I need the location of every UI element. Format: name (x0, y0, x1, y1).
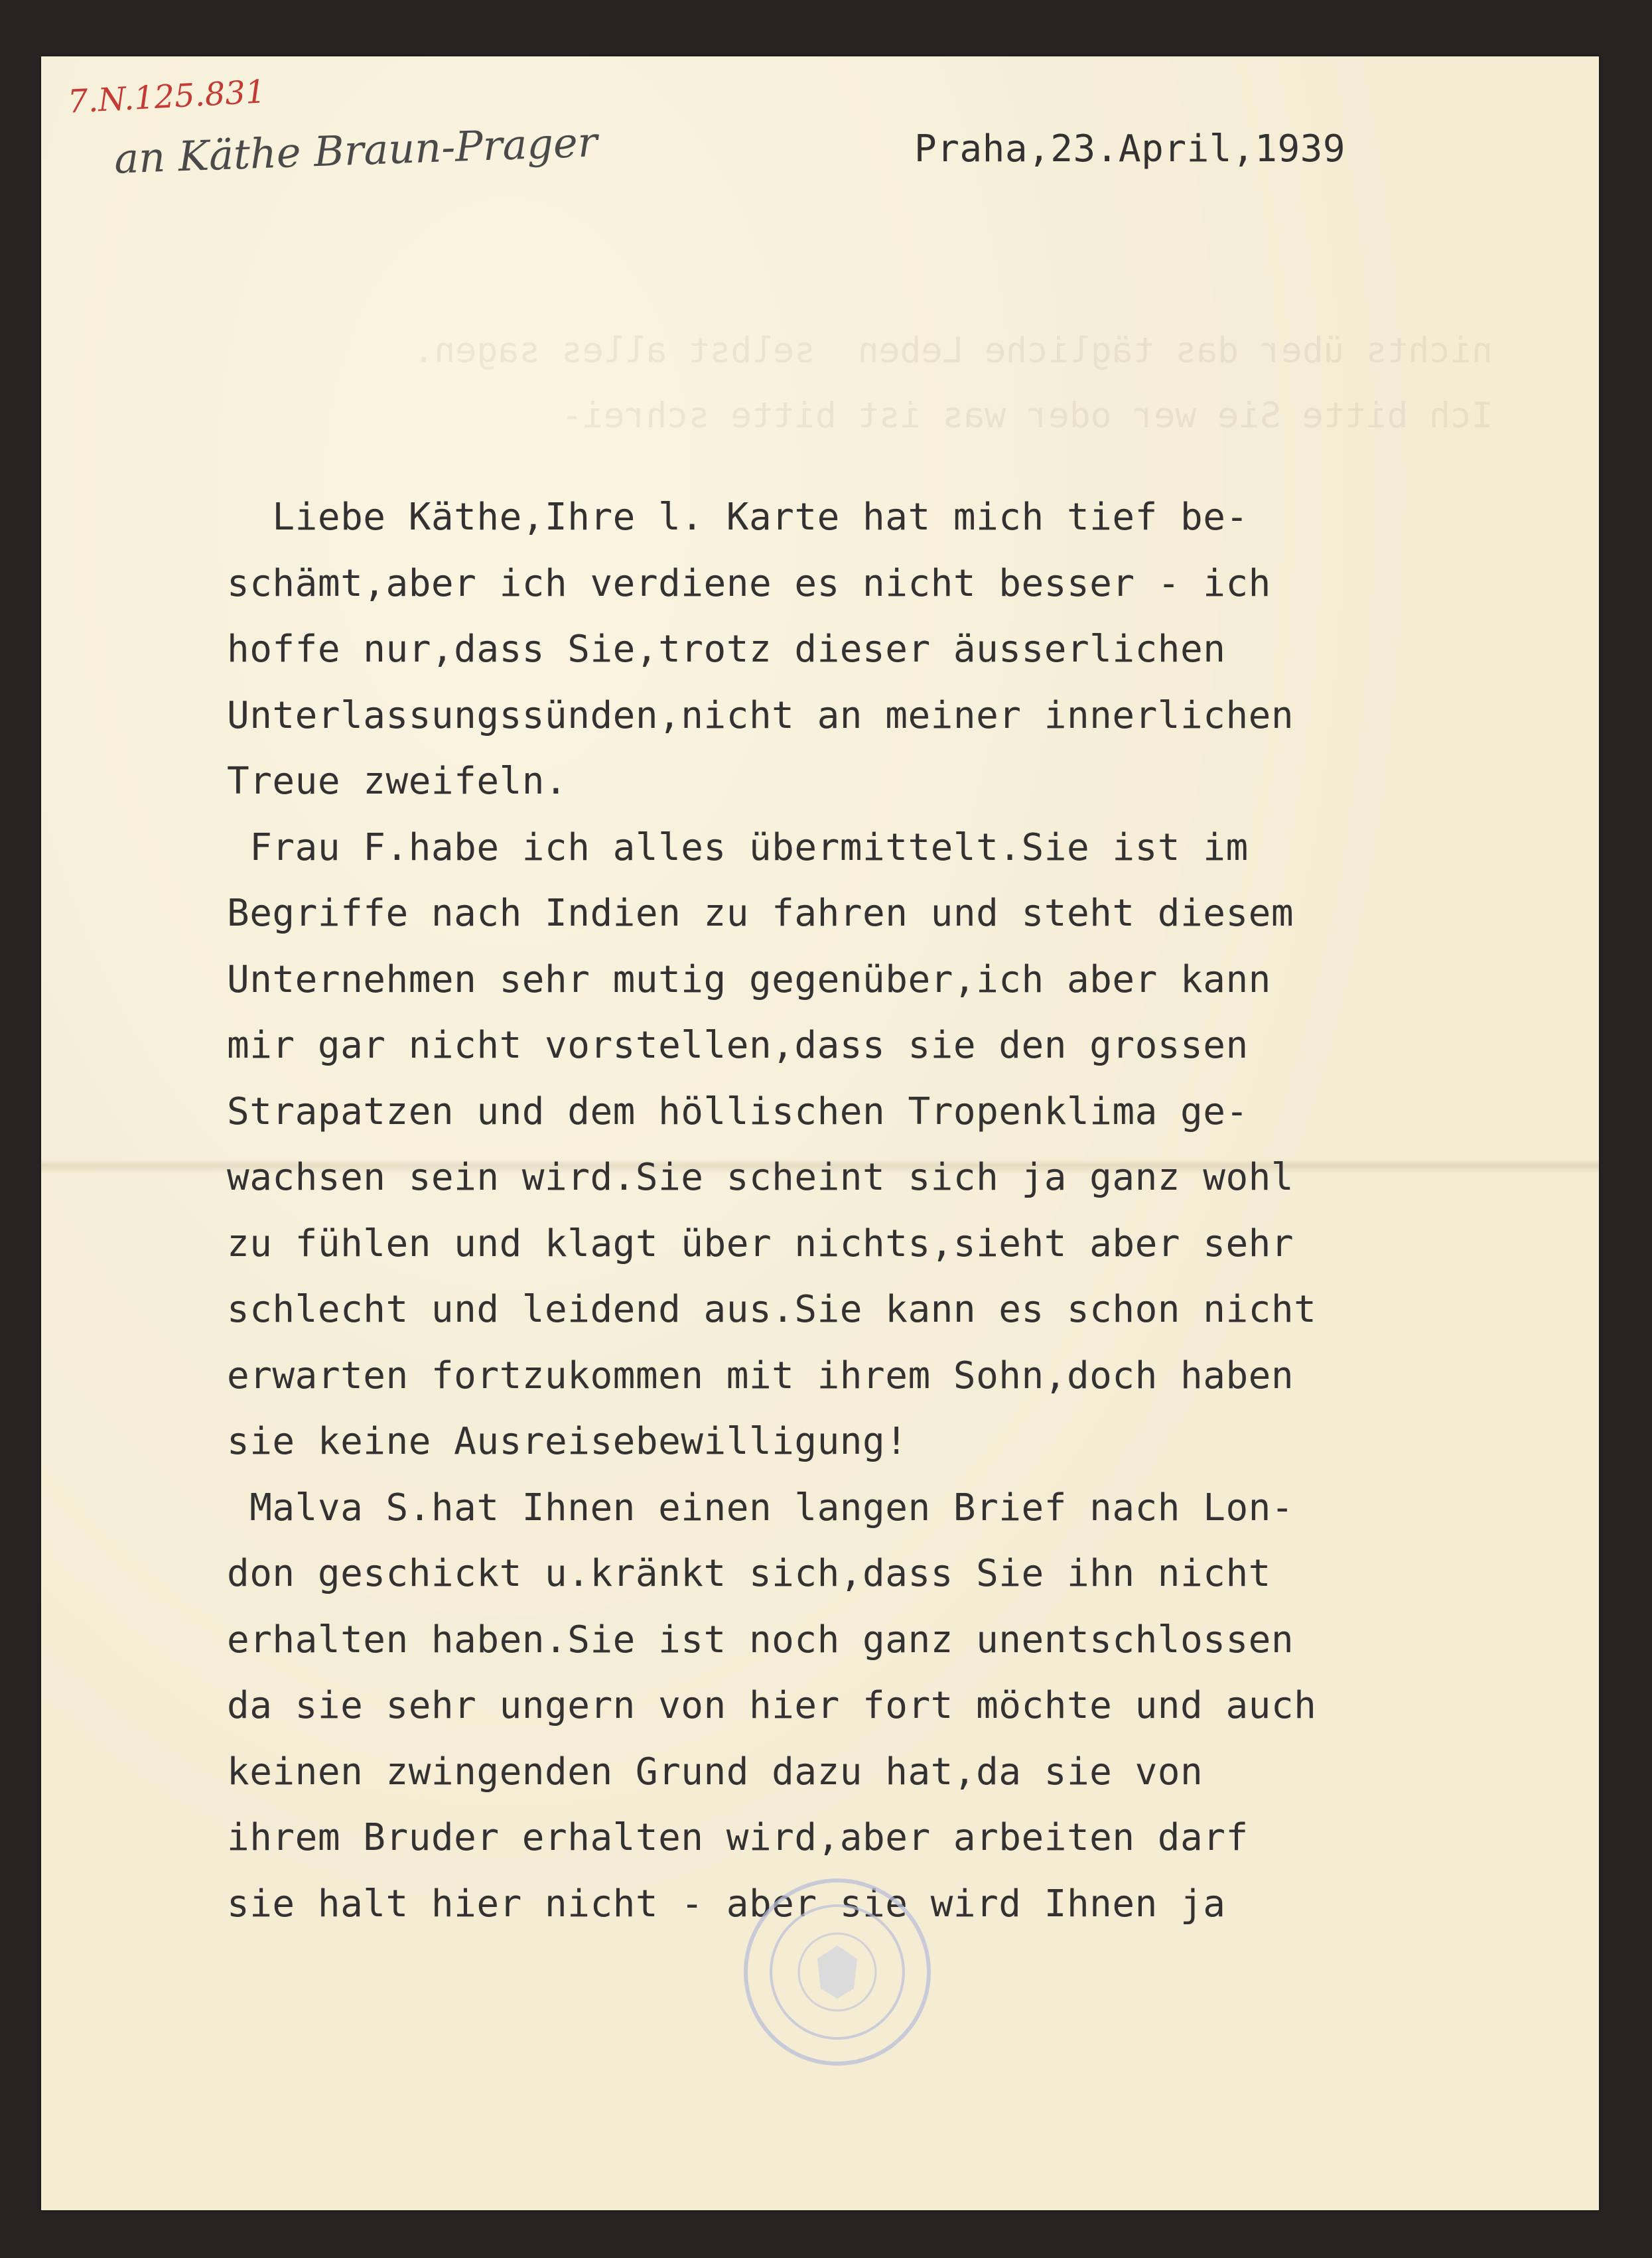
archive-number: 7.N.125.831 (66, 73, 267, 121)
verso-bleed-through: nichts über das tägliche Leben selbst alles sagen. Ich bitte Sie wer oder was ist bitte schrei- (413, 330, 1493, 436)
letter-line: don geschickt u.kränkt sich,dass Sie ihn nicht (227, 1552, 1271, 1595)
dateline: Praha,23.April,1939 (914, 127, 1346, 171)
recipient-handwritten-note: an Käthe Braun-Prager (113, 117, 598, 183)
letter-line: erwarten fortzukommen mit ihrem Sohn,doch haben (227, 1354, 1294, 1397)
letter-line: ihrem Bruder erhalten wird,aber arbeiten darf (227, 1816, 1249, 1859)
letter-line: Treue zweifeln. (227, 760, 568, 803)
letter-line: Strapatzen und dem höllischen Tropenklima ge- (227, 1090, 1249, 1133)
letter-body (227, 484, 1316, 1937)
letter-line: erhalten haben.Sie ist noch ganz unentschlossen (227, 1618, 1294, 1661)
letter-line: Frau F.habe ich alles übermittelt.Sie ist im (227, 825, 1249, 869)
letter-line: Liebe Käthe,Ihre l. Karte hat mich tief be- (227, 496, 1249, 539)
letter-line: sie keine Ausreisebewilligung! (227, 1420, 908, 1463)
letter-line: Malva S.hat Ihnen einen langen Brief nach Lon- (227, 1486, 1294, 1529)
archive-stamp (738, 1872, 937, 2072)
letter-line: sie halt hier nicht - aber sie wird Ihnen ja (227, 1882, 1226, 1926)
letter-line: schämt,aber ich verdiene es nicht besser - ich (227, 561, 1271, 605)
letter-line: zu fühlen und klagt über nichts,sieht aber sehr (227, 1222, 1294, 1265)
letter-line: da sie sehr ungern von hier fort möchte und auch (227, 1684, 1317, 1727)
letter-line: schlecht und leidend aus.Sie kann es schon nicht (227, 1288, 1317, 1331)
letter-line: mir gar nicht vorstellen,dass sie den grossen (227, 1024, 1249, 1067)
letter-line: Unterlassungssünden,nicht an meiner innerlichen (227, 693, 1294, 737)
letter-line: Unternehmen sehr mutig gegenüber,ich aber kann (227, 957, 1271, 1001)
letter-line: keinen zwingenden Grund dazu hat,da sie von (227, 1750, 1204, 1794)
letter-line: wachsen sein wird.Sie scheint sich ja ganz wohl (227, 1156, 1294, 1199)
letter-line: hoffe nur,dass Sie,trotz dieser äusserlichen (227, 628, 1226, 671)
letter-line: Begriffe nach Indien zu fahren und steht diesem (227, 892, 1294, 935)
